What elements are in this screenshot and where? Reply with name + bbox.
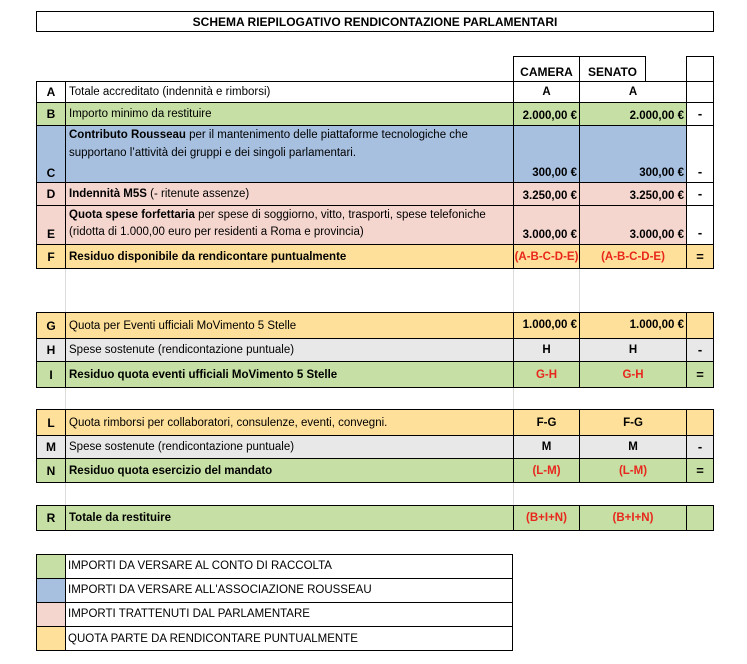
row-d-camera-value: 3.250,00 € (513, 182, 580, 206)
row-c-camera-value: 300,00 € (513, 125, 580, 183)
row-label-a: A (36, 81, 66, 103)
row-c-bold-text: Contributo Rousseau (69, 129, 186, 141)
row-c-op: - (686, 125, 714, 183)
legend-swatch-pink (36, 602, 66, 627)
legend-item-pink: IMPORTI TRATTENUTI DAL PARLAMENTARE (65, 602, 513, 627)
row-a-op (686, 81, 714, 103)
row-description-e (65, 205, 514, 245)
row-n-senato-formula: (L-M) (579, 458, 687, 483)
sheet-title: SCHEMA RIEPILOGATIVO RENDICONTAZIONE PARLAMENTARI (36, 11, 714, 32)
row-label-d: D (36, 182, 66, 206)
row-e-senato-value: 3.000,00 € (579, 205, 687, 245)
legend-swatch-yellow (36, 626, 66, 651)
row-e-plain-text: per spese di soggiorno, vitto, trasporti, spese telefoniche (ridotta di 1.000,00 euro per residenti a Roma e provincia) (69, 209, 486, 238)
row-i-op: = (686, 361, 714, 388)
row-c-senato-value: 300,00 € (579, 125, 687, 183)
legend-swatch-green (36, 554, 66, 579)
row-b-senato-value: 2.000,00 € (579, 102, 687, 126)
row-description-f: Residuo disponibile da rendicontare puntualmente (65, 244, 514, 269)
row-label-m: M (36, 435, 66, 459)
row-label-r: R (36, 505, 66, 531)
row-label-h: H (36, 338, 66, 362)
row-b-camera-value: 2.000,00 € (513, 102, 580, 126)
row-l-senato-value: F-G (579, 409, 687, 436)
row-description-n: Residuo quota esercizio del mandato (65, 458, 514, 483)
row-m-op: - (686, 435, 714, 459)
legend-swatch-blue (36, 578, 66, 603)
legend-item-blue: IMPORTI DA VERSARE ALL'ASSOCIAZIONE ROUSSEAU (65, 578, 513, 603)
row-r-op (686, 505, 714, 531)
row-r-senato-formula: (B+I+N) (579, 505, 687, 531)
row-description-c (65, 125, 514, 183)
row-label-n: N (36, 458, 66, 483)
row-label-f: F (36, 244, 66, 269)
row-e-bold-text: Quota spese forfettaria (69, 209, 195, 221)
row-label-c: C (36, 125, 66, 183)
row-l-camera-value: F-G (513, 409, 580, 436)
row-m-senato-value: M (579, 435, 687, 459)
row-m-camera-value: M (513, 435, 580, 459)
row-h-op: - (686, 338, 714, 362)
row-description-d (65, 182, 514, 206)
row-g-op (686, 312, 714, 339)
row-i-camera-formula: G-H (513, 361, 580, 388)
row-f-op: = (686, 244, 714, 269)
row-l-op (686, 409, 714, 436)
row-f-camera-formula: (A-B-C-D-E) (513, 244, 580, 269)
row-r-camera-formula: (B+I+N) (513, 505, 580, 531)
row-description-m: Spese sostenute (rendicontazione puntuale) (65, 435, 514, 459)
row-b-op: - (686, 102, 714, 126)
row-d-op: - (686, 182, 714, 206)
row-d-bold-text: Indennità M5S (69, 188, 147, 200)
row-description-a: Totale accreditato (indennità e rimborsi) (65, 81, 514, 103)
row-g-camera-value: 1.000,00 € (513, 312, 580, 339)
column-header-senato: SENATO (579, 56, 646, 82)
row-label-l: L (36, 409, 66, 436)
legend-item-yellow: QUOTA PARTE DA RENDICONTARE PUNTUALMENTE (68, 632, 358, 645)
row-h-senato-value: H (579, 338, 687, 362)
row-n-op: = (686, 458, 714, 483)
legend-item-green: IMPORTI DA VERSARE AL CONTO DI RACCOLTA (65, 554, 513, 579)
row-label-i: I (36, 361, 66, 388)
row-e-camera-value: 3.000,00 € (513, 205, 580, 245)
row-a-senato-value: A (579, 81, 687, 103)
row-n-camera-formula: (L-M) (513, 458, 580, 483)
row-f-senato-formula: (A-B-C-D-E) (579, 244, 687, 269)
row-a-camera-value: A (513, 81, 580, 103)
row-label-b: B (36, 102, 66, 126)
row-g-senato-value: 1.000,00 € (579, 312, 687, 339)
row-h-camera-value: H (513, 338, 580, 362)
row-description-l: Quota rimborsi per collaboratori, consulenze, eventi, convegni. (65, 409, 514, 436)
row-d-plain-text: (- ritenute assenze) (146, 188, 250, 200)
row-description-i: Residuo quota eventi ufficiali MoVimento 5 Stelle (65, 361, 514, 388)
row-description-b: Importo minimo da restituire (65, 102, 514, 126)
row-c-plain-text: per il mantenimento delle piattaforme tecnologiche che supportano l’attività dei gruppi e dei singoli parlamentari. (69, 129, 468, 159)
row-label-e: E (36, 205, 66, 245)
row-d-senato-value: 3.250,00 € (579, 182, 687, 206)
row-description-g: Quota per Eventi ufficiali MoVimento 5 Stelle (65, 312, 514, 339)
row-i-senato-formula: G-H (579, 361, 687, 388)
column-header-op (686, 56, 714, 82)
column-header-camera: CAMERA (513, 56, 580, 82)
row-e-op: - (686, 205, 714, 245)
row-label-g: G (36, 312, 66, 339)
row-description-r: Totale da restituire (65, 505, 514, 531)
row-description-h: Spese sostenute (rendicontazione puntuale) (65, 338, 514, 362)
